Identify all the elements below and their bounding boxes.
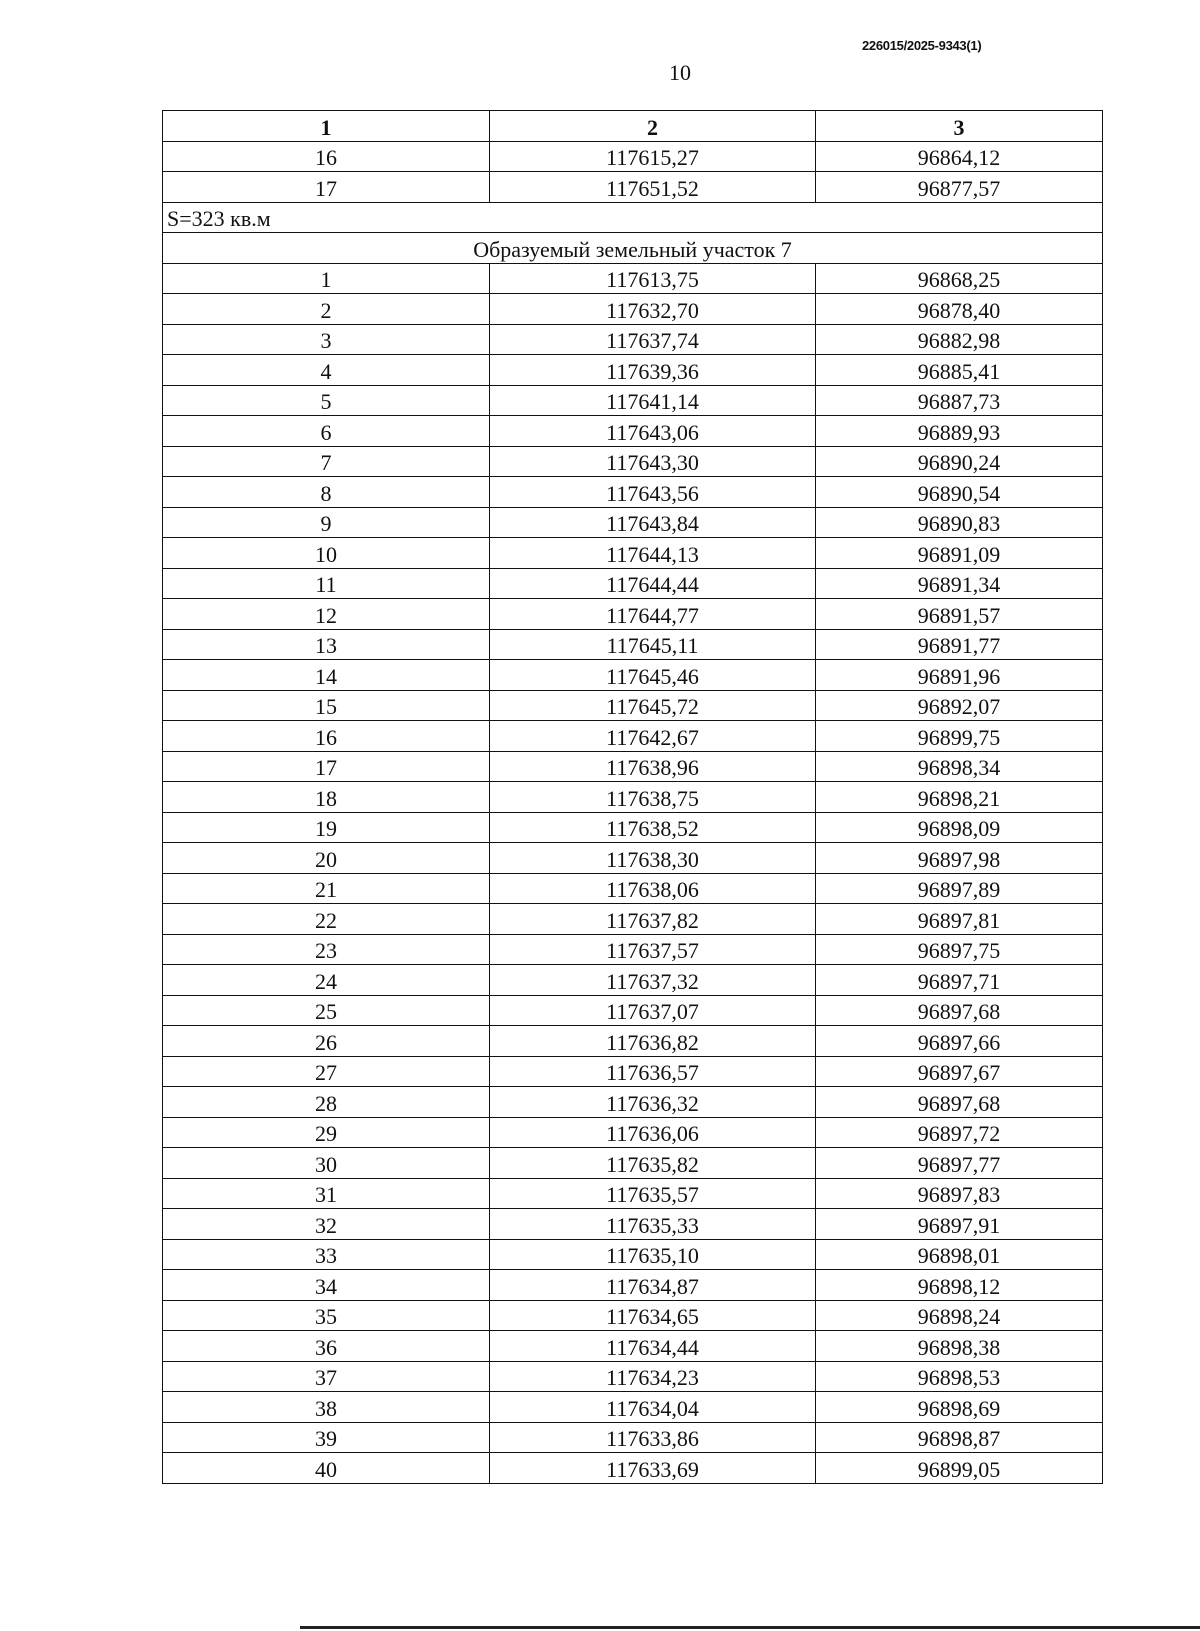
x-coordinate-cell: 117613,75	[490, 263, 816, 294]
area-label: S=323 кв.м	[163, 202, 1103, 233]
y-coordinate-cell: 96885,41	[816, 355, 1103, 386]
x-coordinate-cell: 117644,44	[490, 568, 816, 599]
table-row	[163, 1026, 1103, 1057]
y-coordinate-cell: 96890,54	[816, 477, 1103, 508]
x-coordinate-cell: 117634,04	[490, 1392, 816, 1423]
table-row	[163, 1239, 1103, 1270]
point-number-cell: 25	[163, 995, 490, 1026]
y-coordinate-cell: 96891,96	[816, 660, 1103, 691]
table-row	[163, 568, 1103, 599]
table-row	[163, 1148, 1103, 1179]
table-row	[163, 1117, 1103, 1148]
table-row	[163, 690, 1103, 721]
table-row	[163, 507, 1103, 538]
table-row	[163, 873, 1103, 904]
point-number-cell: 23	[163, 934, 490, 965]
x-coordinate-cell: 117645,46	[490, 660, 816, 691]
point-number-cell: 29	[163, 1117, 490, 1148]
y-coordinate-cell: 96891,77	[816, 629, 1103, 660]
table-row	[163, 1056, 1103, 1087]
x-coordinate-cell: 117638,75	[490, 782, 816, 813]
point-number-cell: 6	[163, 416, 490, 447]
x-coordinate-cell: 117637,57	[490, 934, 816, 965]
y-coordinate-cell: 96891,09	[816, 538, 1103, 569]
table-row	[163, 1361, 1103, 1392]
table-row	[163, 995, 1103, 1026]
table-row	[163, 812, 1103, 843]
point-number-cell: 17	[163, 751, 490, 782]
table-row	[163, 294, 1103, 325]
point-number-cell: 16	[163, 721, 490, 752]
point-number-cell: 12	[163, 599, 490, 630]
x-coordinate-cell: 117635,33	[490, 1209, 816, 1240]
y-coordinate-cell: 96878,40	[816, 294, 1103, 325]
x-coordinate-cell: 117635,10	[490, 1239, 816, 1270]
point-number-cell: 11	[163, 568, 490, 599]
table-row	[163, 1178, 1103, 1209]
table-row	[163, 172, 1103, 203]
y-coordinate-cell: 96898,01	[816, 1239, 1103, 1270]
x-coordinate-cell: 117633,69	[490, 1453, 816, 1484]
y-coordinate-cell: 96890,83	[816, 507, 1103, 538]
x-coordinate-cell: 117639,36	[490, 355, 816, 386]
point-number-cell: 9	[163, 507, 490, 538]
y-coordinate-cell: 96898,38	[816, 1331, 1103, 1362]
point-number-cell: 28	[163, 1087, 490, 1118]
table-row	[163, 1331, 1103, 1362]
y-coordinate-cell: 96891,34	[816, 568, 1103, 599]
point-number-cell: 16	[163, 141, 490, 172]
y-coordinate-cell: 96899,05	[816, 1453, 1103, 1484]
point-number-cell: 18	[163, 782, 490, 813]
point-number-cell: 21	[163, 873, 490, 904]
point-number-cell: 13	[163, 629, 490, 660]
point-number-cell: 4	[163, 355, 490, 386]
table-row	[163, 751, 1103, 782]
column-header-point: 1	[163, 111, 490, 142]
y-coordinate-cell: 96897,98	[816, 843, 1103, 874]
y-coordinate-cell: 96887,73	[816, 385, 1103, 416]
y-coordinate-cell: 96897,81	[816, 904, 1103, 935]
page-number: 10	[669, 60, 691, 85]
y-coordinate-cell: 96898,69	[816, 1392, 1103, 1423]
x-coordinate-cell: 117638,52	[490, 812, 816, 843]
point-number-cell: 39	[163, 1422, 490, 1453]
y-coordinate-cell: 96898,21	[816, 782, 1103, 813]
y-coordinate-cell: 96899,75	[816, 721, 1103, 752]
y-coordinate-cell: 96889,93	[816, 416, 1103, 447]
x-coordinate-cell: 117642,67	[490, 721, 816, 752]
y-coordinate-cell: 96897,72	[816, 1117, 1103, 1148]
point-number-cell: 35	[163, 1300, 490, 1331]
table-row	[163, 538, 1103, 569]
y-coordinate-cell: 96898,12	[816, 1270, 1103, 1301]
table-row	[163, 629, 1103, 660]
table-row	[163, 446, 1103, 477]
table-row	[163, 477, 1103, 508]
document-number: 226015/2025-9343(1)	[862, 38, 982, 53]
point-number-cell: 22	[163, 904, 490, 935]
table-row	[163, 263, 1103, 294]
point-number-cell: 33	[163, 1239, 490, 1270]
point-number-cell: 19	[163, 812, 490, 843]
table-row	[163, 1392, 1103, 1423]
table-header-row	[163, 111, 1103, 142]
y-coordinate-cell: 96898,09	[816, 812, 1103, 843]
table-row	[163, 1209, 1103, 1240]
x-coordinate-cell: 117644,77	[490, 599, 816, 630]
y-coordinate-cell: 96897,67	[816, 1056, 1103, 1087]
y-coordinate-cell: 96897,66	[816, 1026, 1103, 1057]
point-number-cell: 7	[163, 446, 490, 477]
table-row	[163, 324, 1103, 355]
x-coordinate-cell: 117644,13	[490, 538, 816, 569]
point-number-cell: 36	[163, 1331, 490, 1362]
y-coordinate-cell: 96891,57	[816, 599, 1103, 630]
table-row	[163, 141, 1103, 172]
point-number-cell: 1	[163, 263, 490, 294]
y-coordinate-cell: 96897,71	[816, 965, 1103, 996]
x-coordinate-cell: 117635,57	[490, 1178, 816, 1209]
table-row	[163, 904, 1103, 935]
y-coordinate-cell: 96898,34	[816, 751, 1103, 782]
x-coordinate-cell: 117636,82	[490, 1026, 816, 1057]
y-coordinate-cell: 96897,89	[816, 873, 1103, 904]
x-coordinate-cell: 117615,27	[490, 141, 816, 172]
x-coordinate-cell: 117645,72	[490, 690, 816, 721]
coordinates-table	[162, 110, 1103, 1484]
y-coordinate-cell: 96864,12	[816, 141, 1103, 172]
table-row	[163, 934, 1103, 965]
rows-previous-parcel	[163, 141, 1103, 202]
point-number-cell: 38	[163, 1392, 490, 1423]
y-coordinate-cell: 96868,25	[816, 263, 1103, 294]
column-header-x: 2	[490, 111, 816, 142]
point-number-cell: 15	[163, 690, 490, 721]
area-row	[163, 202, 1103, 233]
point-number-cell: 24	[163, 965, 490, 996]
table-row	[163, 965, 1103, 996]
section-title: Образуемый земельный участок 7	[163, 233, 1103, 264]
x-coordinate-cell: 117637,32	[490, 965, 816, 996]
table-row	[163, 782, 1103, 813]
table-row	[163, 1270, 1103, 1301]
x-coordinate-cell: 117638,96	[490, 751, 816, 782]
x-coordinate-cell: 117643,56	[490, 477, 816, 508]
x-coordinate-cell: 117634,65	[490, 1300, 816, 1331]
x-coordinate-cell: 117643,30	[490, 446, 816, 477]
table-row	[163, 1087, 1103, 1118]
x-coordinate-cell: 117637,82	[490, 904, 816, 935]
point-number-cell: 5	[163, 385, 490, 416]
x-coordinate-cell: 117634,44	[490, 1331, 816, 1362]
x-coordinate-cell: 117643,06	[490, 416, 816, 447]
point-number-cell: 32	[163, 1209, 490, 1240]
x-coordinate-cell: 117645,11	[490, 629, 816, 660]
table-row	[163, 1300, 1103, 1331]
x-coordinate-cell: 117636,57	[490, 1056, 816, 1087]
point-number-cell: 26	[163, 1026, 490, 1057]
y-coordinate-cell: 96877,57	[816, 172, 1103, 203]
section-title-row	[163, 233, 1103, 264]
x-coordinate-cell: 117634,23	[490, 1361, 816, 1392]
y-coordinate-cell: 96897,75	[816, 934, 1103, 965]
x-coordinate-cell: 117636,32	[490, 1087, 816, 1118]
table-row	[163, 416, 1103, 447]
x-coordinate-cell: 117636,06	[490, 1117, 816, 1148]
point-number-cell: 30	[163, 1148, 490, 1179]
x-coordinate-cell: 117643,84	[490, 507, 816, 538]
table-row	[163, 843, 1103, 874]
point-number-cell: 17	[163, 172, 490, 203]
y-coordinate-cell: 96892,07	[816, 690, 1103, 721]
y-coordinate-cell: 96897,68	[816, 1087, 1103, 1118]
point-number-cell: 20	[163, 843, 490, 874]
point-number-cell: 40	[163, 1453, 490, 1484]
x-coordinate-cell: 117633,86	[490, 1422, 816, 1453]
x-coordinate-cell: 117637,74	[490, 324, 816, 355]
table-row	[163, 599, 1103, 630]
x-coordinate-cell: 117635,82	[490, 1148, 816, 1179]
y-coordinate-cell: 96897,83	[816, 1178, 1103, 1209]
table-row	[163, 1453, 1103, 1484]
y-coordinate-cell: 96897,77	[816, 1148, 1103, 1179]
point-number-cell: 31	[163, 1178, 490, 1209]
y-coordinate-cell: 96882,98	[816, 324, 1103, 355]
point-number-cell: 27	[163, 1056, 490, 1087]
rows-parcel-7	[163, 263, 1103, 1483]
scan-edge-line	[300, 1626, 1200, 1629]
table-row	[163, 721, 1103, 752]
x-coordinate-cell: 117637,07	[490, 995, 816, 1026]
y-coordinate-cell: 96897,91	[816, 1209, 1103, 1240]
point-number-cell: 10	[163, 538, 490, 569]
table-row	[163, 355, 1103, 386]
x-coordinate-cell: 117641,14	[490, 385, 816, 416]
x-coordinate-cell: 117651,52	[490, 172, 816, 203]
table-row	[163, 1422, 1103, 1453]
y-coordinate-cell: 96897,68	[816, 995, 1103, 1026]
table-row	[163, 385, 1103, 416]
x-coordinate-cell: 117638,06	[490, 873, 816, 904]
point-number-cell: 14	[163, 660, 490, 691]
column-header-y: 3	[816, 111, 1103, 142]
point-number-cell: 37	[163, 1361, 490, 1392]
y-coordinate-cell: 96898,87	[816, 1422, 1103, 1453]
point-number-cell: 2	[163, 294, 490, 325]
y-coordinate-cell: 96898,53	[816, 1361, 1103, 1392]
x-coordinate-cell: 117638,30	[490, 843, 816, 874]
table-row	[163, 660, 1103, 691]
y-coordinate-cell: 96890,24	[816, 446, 1103, 477]
point-number-cell: 3	[163, 324, 490, 355]
point-number-cell: 34	[163, 1270, 490, 1301]
y-coordinate-cell: 96898,24	[816, 1300, 1103, 1331]
point-number-cell: 8	[163, 477, 490, 508]
x-coordinate-cell: 117632,70	[490, 294, 816, 325]
x-coordinate-cell: 117634,87	[490, 1270, 816, 1301]
